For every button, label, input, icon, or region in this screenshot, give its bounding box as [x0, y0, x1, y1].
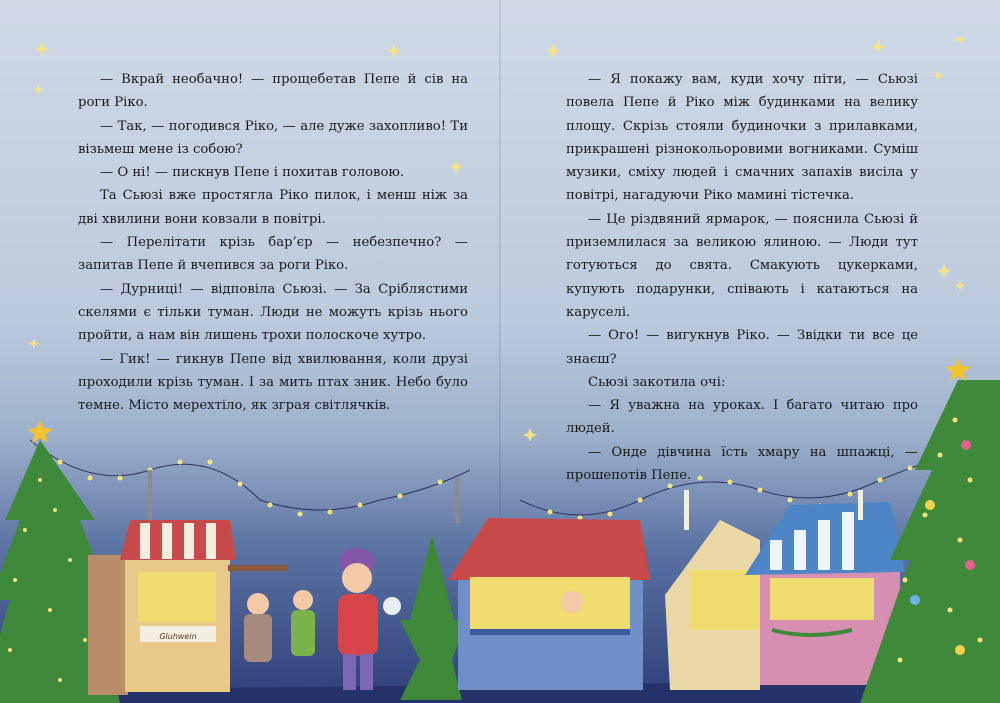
paragraph: — Це різдвяний ярмарок, — пояснила Сьюзі й приземлилася за великою ялиною. — Люди тут готуються до свята. Смакують цукерками, купують подарунки, співають і катаються на каруселі. [566, 211, 918, 320]
cream-market-stall [665, 490, 760, 690]
paragraph: — Я уважна на уроках. І багато читаю про людей. [566, 398, 918, 437]
paragraph: — Так, — погодився Ріко, — але дуже захопливо! Ти візьмеш мене із собою? [78, 118, 468, 157]
paragraph: Та Сьюзі вже простягла Ріко пилок, і менш ніж за дві хвилини вони ковзали в повітрі. [78, 188, 468, 227]
middle-christmas-tree [400, 535, 466, 700]
stall-sign: Gluhwein [159, 632, 197, 641]
paragraph: Сьюзі закотила очі: [588, 374, 726, 390]
paragraph: — Перелітати крізь бар’єр — небезпечно? — запитав Пепе й вчепився за роги Ріко. [78, 235, 468, 274]
paragraph: — Дурниці! — відповіла Сьюзі. — За Сріблястими скелями є тільки туман. Люди не можуть крізь нього пройти, а нам він лишень трохи полоскоче хутро. [78, 281, 468, 344]
paragraph: — Я покажу вам, куди хочу піти, — Сьюзі повела Пепе й Ріко між будинками на велику площу. Скрізь стояли будиночки з прилавками, прикрашені різнокольоровими вогниками. Суміш музики, сміху людей і смачних запахів висіла у повітрі, нагадуючи Ріко мамині тістечка. [566, 72, 918, 204]
left-page-text [78, 68, 468, 417]
paragraph: — Ого! — вигукнув Ріко. — Звідки ти все це знаєш? [566, 328, 918, 367]
paragraph: — Вкрай необачно! — прощебетав Пепе й сів на роги Ріко. [78, 72, 468, 111]
paragraph: — Онде дівчина їсть хмару на шпажці, — прошепотів Пепе. [566, 444, 918, 484]
paragraph: — О ні! — пискнув Пепе і похитав головою. [100, 165, 405, 181]
paragraph: — Гик! — гикнув Пепе від хвилювання, коли друзі проходили крізь туман. І за мить птах зник. Небо було темне. Місто мерехтіло, як зграя світлячків. [78, 351, 468, 414]
right-page-text [566, 68, 918, 487]
